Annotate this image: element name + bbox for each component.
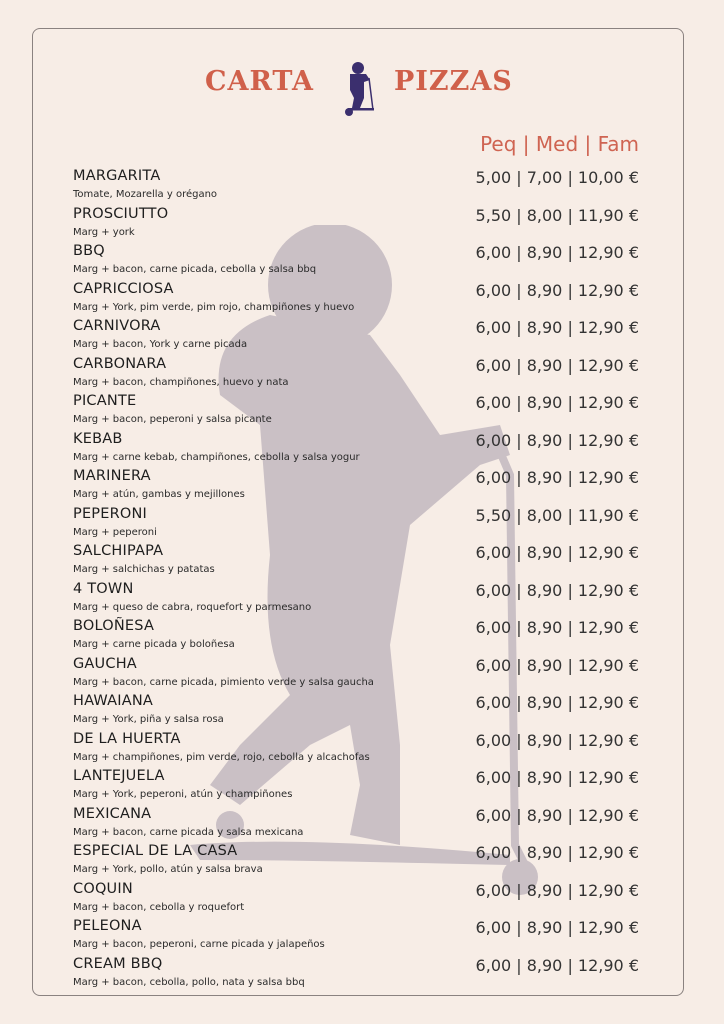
pizza-prices: 6,00 | 8,90 | 12,90 € (475, 543, 639, 562)
pizza-item (73, 768, 639, 806)
pizza-description: Marg + queso de cabra, roquefort y parmesano (73, 601, 312, 613)
pizza-name: HAWAIANA (73, 693, 154, 709)
pizza-prices: 5,00 | 7,00 | 10,00 € (475, 168, 639, 187)
title-carta: CARTA (205, 66, 314, 97)
pizza-item (73, 356, 639, 394)
pizza-item (73, 506, 639, 544)
pizza-description: Marg + bacon, carne picada, pimiento verde y salsa gaucha (73, 676, 374, 688)
pizza-name: CARBONARA (73, 355, 167, 372)
pizza-description: Marg + carne picada y boloñesa (73, 639, 235, 650)
pizza-name: 4 TOWN (73, 580, 134, 597)
pizza-item (73, 731, 639, 769)
pizza-name: PELEONA (73, 918, 142, 934)
pizza-description: Marg + York, peperoni, atún y champiñones (73, 789, 293, 800)
pizza-item (73, 168, 639, 206)
pizza-name: MEXICANA (73, 805, 152, 822)
pizza-description: Marg + peperoni (73, 526, 157, 538)
pizza-item (73, 393, 639, 431)
pizza-prices: 6,00 | 8,90 | 12,90 € (475, 580, 639, 600)
pizza-item (73, 206, 639, 244)
pizza-name: CAPRICCIOSA (73, 280, 174, 297)
pizza-prices: 5,50 | 8,00 | 11,90 € (475, 205, 639, 225)
pizza-prices: 6,00 | 8,90 | 12,90 € (475, 918, 639, 937)
pizza-item (73, 918, 639, 956)
pizza-name: MARINERA (73, 468, 151, 484)
pizza-name: PEPERONI (73, 505, 148, 522)
pizza-item (73, 843, 639, 881)
pizza-item (73, 281, 639, 319)
pizza-item (73, 956, 639, 994)
pizza-prices: 6,00 | 8,90 | 12,90 € (475, 655, 639, 675)
pizza-description: Marg + bacon, peperoni y salsa picante (73, 414, 272, 425)
pizza-description: Marg + salchichas y patatas (73, 564, 215, 575)
pizza-description: Marg + York, pollo, atún y salsa brava (73, 864, 263, 875)
pizza-item (73, 656, 639, 694)
pizza-prices: 6,00 | 8,90 | 12,90 € (475, 955, 639, 975)
pizza-name: COQUIN (73, 880, 133, 897)
pizza-item (73, 581, 639, 619)
size-columns-header: Peq | Med | Fam (480, 132, 639, 156)
pizza-list (73, 168, 639, 993)
scooter-kid-logo (340, 60, 380, 118)
pizza-name: SALCHIPAPA (73, 543, 164, 559)
pizza-description: Marg + York, pim verde, pim rojo, champiñones y huevo (73, 301, 355, 313)
pizza-prices: 6,00 | 8,90 | 12,90 € (475, 393, 639, 412)
pizza-name: KEBAB (73, 430, 123, 447)
pizza-prices: 6,00 | 8,90 | 12,90 € (475, 843, 639, 862)
pizza-name: GAUCHA (73, 655, 137, 672)
pizza-description: Marg + bacon, peperoni, carne picada y jalapeños (73, 939, 325, 950)
pizza-name: PICANTE (73, 393, 137, 409)
pizza-prices: 6,00 | 8,90 | 12,90 € (475, 468, 639, 487)
pizza-description: Marg + bacon, cebolla, pollo, nata y salsa bbq (73, 976, 305, 988)
title-pizzas: PIZZAS (394, 66, 513, 97)
pizza-name: CREAM BBQ (73, 955, 163, 972)
pizza-item (73, 543, 639, 581)
pizza-description: Marg + carne kebab, champiñones, cebolla y salsa yogur (73, 451, 360, 463)
pizza-description: Tomate, Mozarella y orégano (73, 189, 218, 200)
pizza-name: MARGARITA (73, 168, 161, 184)
pizza-description: Marg + atún, gambas y mejillones (73, 489, 245, 500)
pizza-prices: 6,00 | 8,90 | 12,90 € (475, 280, 639, 300)
pizza-name: DE LA HUERTA (73, 730, 181, 747)
pizza-name: BBQ (73, 243, 105, 259)
pizza-prices: 6,00 | 8,90 | 12,90 € (475, 730, 639, 750)
pizza-item (73, 431, 639, 469)
pizza-name: PROSCIUTTO (73, 205, 169, 222)
pizza-prices: 6,00 | 8,90 | 12,90 € (475, 318, 639, 337)
pizza-description: Marg + york (73, 226, 135, 238)
pizza-item (73, 618, 639, 656)
pizza-description: Marg + champiñones, pim verde, rojo, cebolla y alcachofas (73, 751, 370, 763)
pizza-prices: 5,50 | 8,00 | 11,90 € (475, 505, 639, 525)
pizza-item (73, 468, 639, 506)
pizza-prices: 6,00 | 8,90 | 12,90 € (475, 768, 639, 787)
pizza-item (73, 693, 639, 731)
pizza-description: Marg + bacon, champiñones, huevo y nata (73, 376, 289, 388)
pizza-description: Marg + bacon, carne picada y salsa mexicana (73, 826, 304, 838)
pizza-prices: 6,00 | 8,90 | 12,90 € (475, 243, 639, 262)
pizza-item (73, 243, 639, 281)
pizza-description: Marg + bacon, York y carne picada (73, 339, 248, 350)
pizza-description: Marg + bacon, carne picada, cebolla y salsa bbq (73, 264, 317, 275)
pizza-name: LANTEJUELA (73, 768, 165, 784)
pizza-name: ESPECIAL DE LA CASA (73, 843, 238, 859)
pizza-name: BOLOÑESA (73, 618, 155, 634)
pizza-prices: 6,00 | 8,90 | 12,90 € (475, 880, 639, 900)
pizza-prices: 6,00 | 8,90 | 12,90 € (475, 430, 639, 450)
pizza-prices: 6,00 | 8,90 | 12,90 € (475, 355, 639, 375)
pizza-item (73, 318, 639, 356)
pizza-prices: 6,00 | 8,90 | 12,90 € (475, 805, 639, 825)
pizza-prices: 6,00 | 8,90 | 12,90 € (475, 618, 639, 637)
pizza-item (73, 881, 639, 919)
pizza-item (73, 806, 639, 844)
pizza-description: Marg + York, piña y salsa rosa (73, 714, 224, 725)
pizza-prices: 6,00 | 8,90 | 12,90 € (475, 693, 639, 712)
pizza-name: CARNIVORA (73, 318, 161, 334)
pizza-description: Marg + bacon, cebolla y roquefort (73, 901, 245, 913)
